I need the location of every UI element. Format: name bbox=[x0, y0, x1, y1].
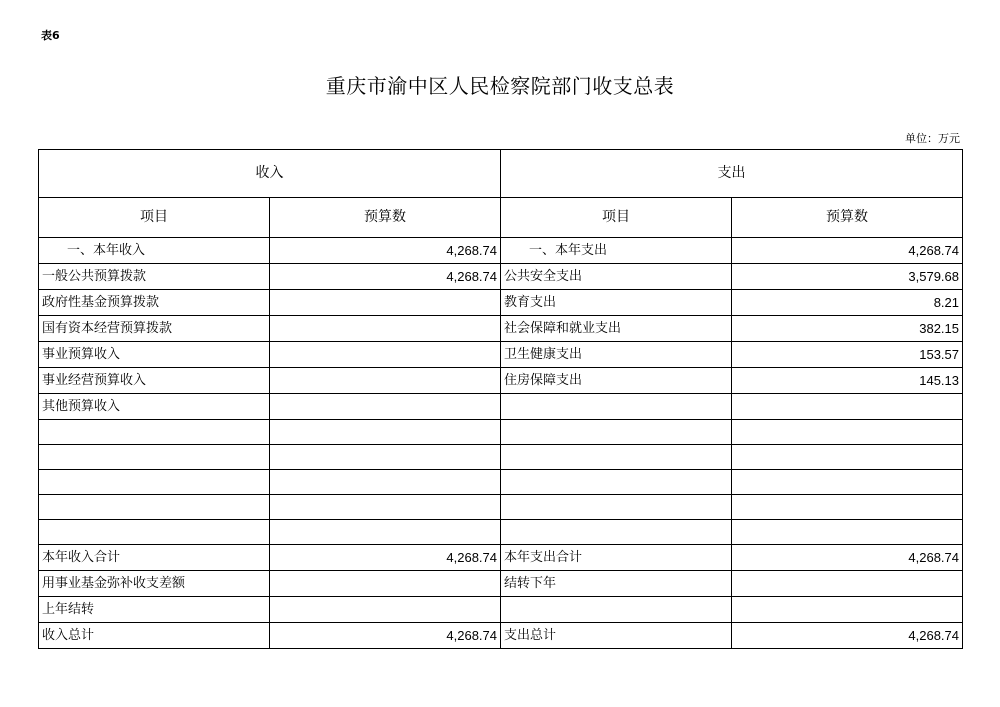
income-item-column-header: 项目 bbox=[39, 198, 270, 238]
income-item-cell: 国有资本经营预算拨款 bbox=[39, 316, 270, 342]
expense-value-cell: 145.13 bbox=[732, 368, 963, 394]
expense-value-cell bbox=[732, 520, 963, 545]
income-item-cell bbox=[39, 470, 270, 495]
expense-item-cell bbox=[501, 394, 732, 420]
header-row-sections bbox=[39, 150, 963, 198]
income-value-cell bbox=[270, 520, 501, 545]
income-value-cell bbox=[270, 342, 501, 368]
expense-value-cell: 153.57 bbox=[732, 342, 963, 368]
income-value-cell bbox=[270, 571, 501, 597]
income-budget-column-header: 预算数 bbox=[270, 198, 501, 238]
expense-value-cell bbox=[732, 445, 963, 470]
expense-item-cell: 公共安全支出 bbox=[501, 264, 732, 290]
expense-item-cell: 社会保障和就业支出 bbox=[501, 316, 732, 342]
income-value-cell bbox=[270, 597, 501, 623]
income-item-cell: 事业预算收入 bbox=[39, 342, 270, 368]
income-item-cell bbox=[39, 445, 270, 470]
expense-section-header: 支出 bbox=[501, 150, 963, 198]
table-row bbox=[39, 238, 963, 264]
income-item-cell bbox=[39, 495, 270, 520]
income-value-cell bbox=[270, 470, 501, 495]
income-item-cell bbox=[39, 520, 270, 545]
income-item-cell: 政府性基金预算拨款 bbox=[39, 290, 270, 316]
table-row bbox=[39, 445, 963, 470]
table-row bbox=[39, 394, 963, 420]
expense-item-cell bbox=[501, 597, 732, 623]
expense-value-cell bbox=[732, 571, 963, 597]
expense-value-cell bbox=[732, 420, 963, 445]
income-value-cell: 4,268.74 bbox=[270, 623, 501, 649]
income-item-cell: 上年结转 bbox=[39, 597, 270, 623]
expense-item-cell: 住房保障支出 bbox=[501, 368, 732, 394]
expense-item-cell: 支出总计 bbox=[501, 623, 732, 649]
expense-value-cell bbox=[732, 394, 963, 420]
expense-item-cell bbox=[501, 495, 732, 520]
table-row bbox=[39, 290, 963, 316]
table-row bbox=[39, 597, 963, 623]
income-section-header: 收入 bbox=[39, 150, 501, 198]
expense-item-cell bbox=[501, 470, 732, 495]
expense-value-cell: 382.15 bbox=[732, 316, 963, 342]
expense-item-cell: 教育支出 bbox=[501, 290, 732, 316]
header-row-columns bbox=[39, 198, 963, 238]
expense-item-cell: 结转下年 bbox=[501, 571, 732, 597]
table-row bbox=[39, 316, 963, 342]
table-row bbox=[39, 420, 963, 445]
income-item-cell: 事业经营预算收入 bbox=[39, 368, 270, 394]
expense-value-cell: 3,579.68 bbox=[732, 264, 963, 290]
table-row bbox=[39, 545, 963, 571]
expense-value-cell: 8.21 bbox=[732, 290, 963, 316]
income-value-cell bbox=[270, 368, 501, 394]
table-number-label: 表6 bbox=[41, 29, 60, 42]
budget-summary-table bbox=[38, 149, 963, 649]
income-item-cell: 一、本年收入 bbox=[39, 238, 270, 264]
table-row bbox=[39, 520, 963, 545]
expense-value-cell: 4,268.74 bbox=[732, 545, 963, 571]
table-row bbox=[39, 470, 963, 495]
expense-value-cell: 4,268.74 bbox=[732, 238, 963, 264]
income-value-cell: 4,268.74 bbox=[270, 545, 501, 571]
income-item-cell: 其他预算收入 bbox=[39, 394, 270, 420]
table-row bbox=[39, 342, 963, 368]
unit-label: 单位：万元 bbox=[905, 132, 960, 145]
income-item-cell: 本年收入合计 bbox=[39, 545, 270, 571]
expense-item-cell: 本年支出合计 bbox=[501, 545, 732, 571]
expense-item-cell bbox=[501, 520, 732, 545]
expense-item-column-header: 项目 bbox=[501, 198, 732, 238]
expense-value-cell: 4,268.74 bbox=[732, 623, 963, 649]
income-item-cell: 收入总计 bbox=[39, 623, 270, 649]
income-value-cell: 4,268.74 bbox=[270, 264, 501, 290]
income-value-cell bbox=[270, 445, 501, 470]
expense-item-cell bbox=[501, 420, 732, 445]
income-value-cell bbox=[270, 495, 501, 520]
income-value-cell bbox=[270, 316, 501, 342]
expense-budget-column-header: 预算数 bbox=[732, 198, 963, 238]
income-value-cell bbox=[270, 394, 501, 420]
table-row bbox=[39, 623, 963, 649]
table-row bbox=[39, 368, 963, 394]
income-value-cell bbox=[270, 420, 501, 445]
table-row bbox=[39, 571, 963, 597]
expense-value-cell bbox=[732, 597, 963, 623]
income-item-cell: 用事业基金弥补收支差额 bbox=[39, 571, 270, 597]
income-item-cell bbox=[39, 420, 270, 445]
income-item-cell: 一般公共预算拨款 bbox=[39, 264, 270, 290]
income-value-cell: 4,268.74 bbox=[270, 238, 501, 264]
expense-value-cell bbox=[732, 495, 963, 520]
expense-item-cell: 一、本年支出 bbox=[501, 238, 732, 264]
page-title: 重庆市渝中区人民检察院部门收支总表 bbox=[325, 74, 675, 98]
table-row bbox=[39, 264, 963, 290]
table-row bbox=[39, 495, 963, 520]
expense-item-cell: 卫生健康支出 bbox=[501, 342, 732, 368]
expense-value-cell bbox=[732, 470, 963, 495]
income-value-cell bbox=[270, 290, 501, 316]
expense-item-cell bbox=[501, 445, 732, 470]
